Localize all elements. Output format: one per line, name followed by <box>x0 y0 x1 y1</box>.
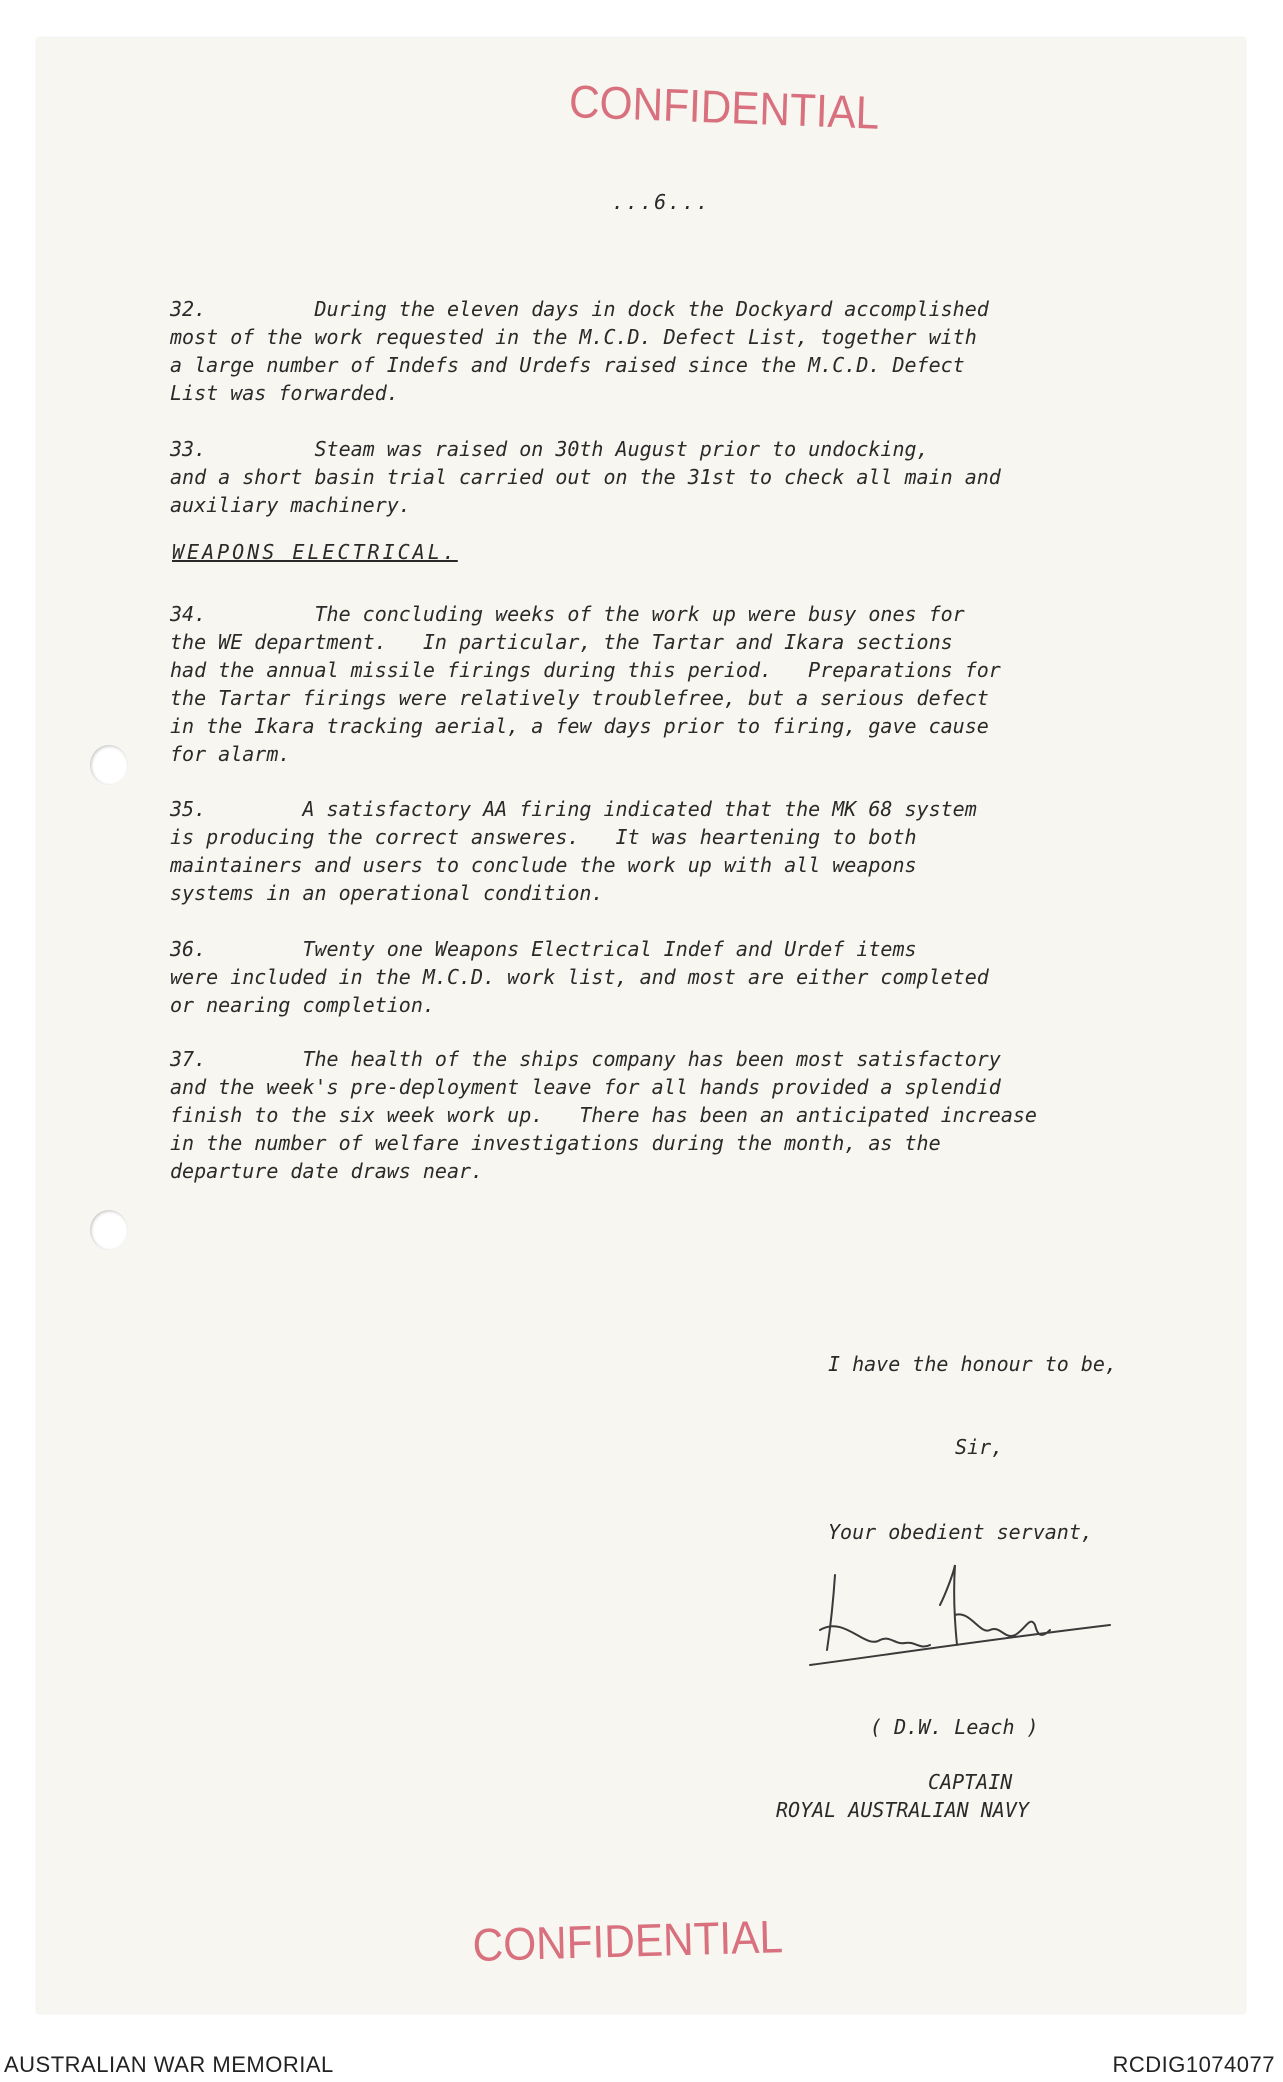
text-line: auxiliary machinery. <box>170 493 411 517</box>
text-line: systems in an operational condition. <box>170 881 604 905</box>
closing-salutation: Sir, <box>955 1435 1004 1459</box>
text-line: 32. During the eleven days in dock the Dockyard accomplished <box>170 297 989 321</box>
text-line: finish to the six week work up. There has been an anticipated increase <box>170 1103 1037 1127</box>
text-line: the Tartar firings were relatively troublefree, but a serious defect <box>170 686 989 710</box>
paragraph-35 <box>170 795 1180 907</box>
signatory-name: ( D.W. Leach ) <box>870 1715 1039 1739</box>
text-line: and the week's pre-deployment leave for all hands provided a splendid <box>170 1075 1001 1099</box>
paragraph-32 <box>170 295 1180 407</box>
signature <box>805 1555 1125 1675</box>
paragraph-33 <box>170 435 1180 519</box>
section-heading: WEAPONS ELECTRICAL. <box>172 540 458 564</box>
text-line: in the number of welfare investigations during the month, as the <box>170 1131 941 1155</box>
text-line: or nearing completion. <box>170 993 435 1017</box>
text-line: maintainers and users to conclude the work up with all weapons <box>170 853 917 877</box>
page-number: ...6... <box>612 190 711 214</box>
text-line: for alarm. <box>170 742 291 766</box>
text-line: 35. A satisfactory AA firing indicated that the MK 68 system <box>170 797 977 821</box>
text-line: the WE department. In particular, the Tartar and Ikara sections <box>170 630 953 654</box>
signatory-service: ROYAL AUSTRALIAN NAVY <box>776 1798 1029 1822</box>
confidential-stamp-top: CONFIDENTIAL <box>568 74 881 139</box>
punch-hole <box>90 1210 128 1250</box>
text-line: had the annual missile firings during this period. Preparations for <box>170 658 1001 682</box>
text-line: in the Ikara tracking aerial, a few days prior to firing, gave cause <box>170 714 989 738</box>
text-line: a large number of Indefs and Urdefs raised since the M.C.D. Defect <box>170 353 965 377</box>
paragraph-34 <box>170 600 1180 768</box>
closing-honour: I have the honour to be, <box>828 1352 1117 1376</box>
text-line: and a short basin trial carried out on the 31st to check all main and <box>170 465 1001 489</box>
punch-hole <box>90 745 128 785</box>
text-line: List was forwarded. <box>170 381 399 405</box>
signatory-rank: CAPTAIN <box>928 1770 1013 1794</box>
text-line: 34. The concluding weeks of the work up were busy ones for <box>170 602 965 626</box>
confidential-stamp-bottom: CONFIDENTIAL <box>472 1910 784 1971</box>
text-line: 36. Twenty one Weapons Electrical Indef and Urdef items <box>170 937 917 961</box>
paragraph-37 <box>170 1045 1180 1185</box>
text-line: were included in the M.C.D. work list, and most are either completed <box>170 965 989 989</box>
footer-record-id: RCDIG1074077 <box>1112 2052 1275 2077</box>
text-line: 37. The health of the ships company has been most satisfactory <box>170 1047 1001 1071</box>
closing-servant: Your obedient servant, <box>828 1520 1093 1544</box>
text-line: departure date draws near. <box>170 1159 484 1183</box>
text-line: is producing the correct answeres. It was heartening to both <box>170 825 917 849</box>
paragraph-36 <box>170 935 1180 1019</box>
footer-archive-name: AUSTRALIAN WAR MEMORIAL <box>4 2052 334 2077</box>
text-line: 33. Steam was raised on 30th August prior to undocking, <box>170 437 929 461</box>
text-line: most of the work requested in the M.C.D. Defect List, together with <box>170 325 977 349</box>
